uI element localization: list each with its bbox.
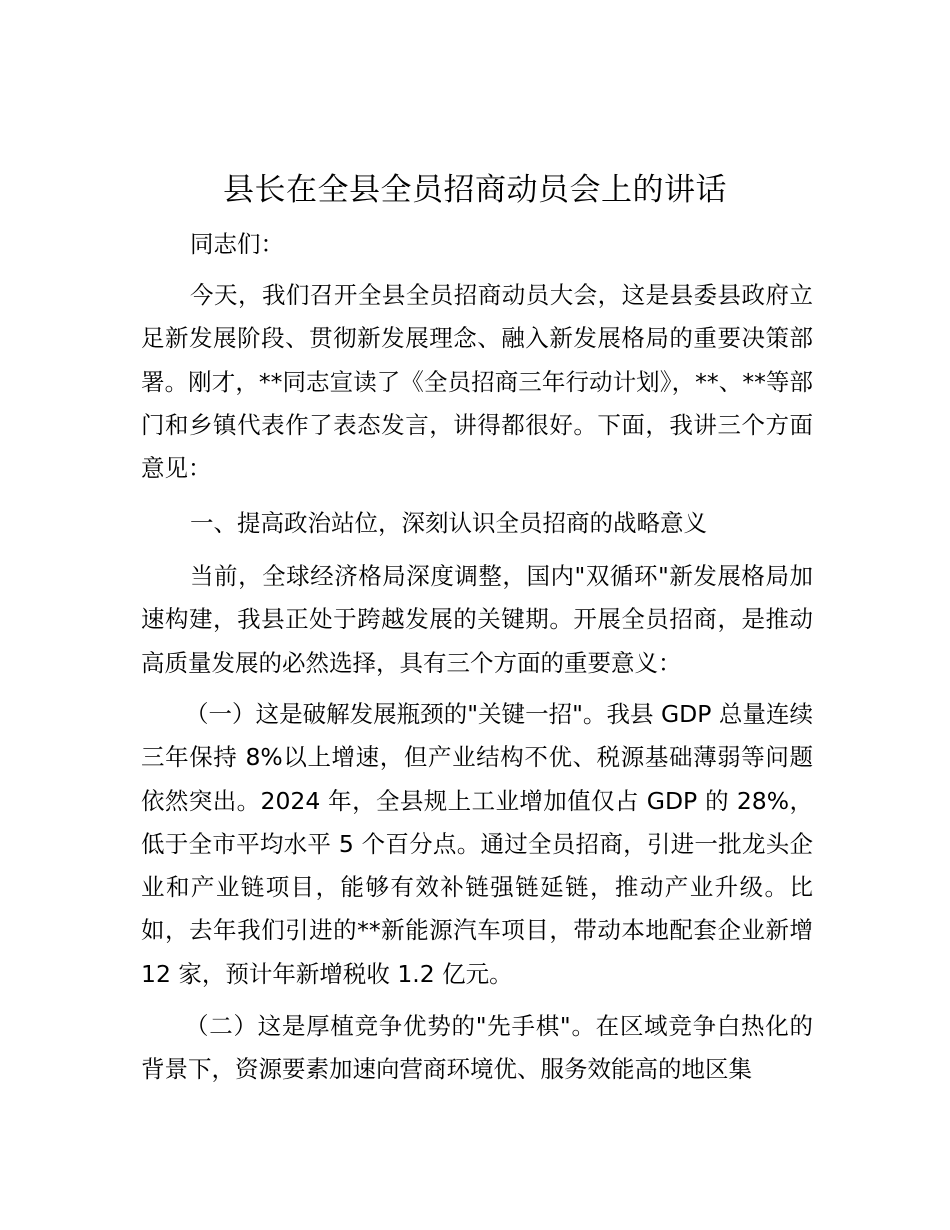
section-heading-1: 一、提高政治站位，深刻认识全员招商的战略意义 (190, 509, 707, 537)
greeting: 同志们： (190, 230, 284, 258)
paragraph-context: 当前，全球经济格局深度调整，国内"双循环"新发展格局加速构建，我县正处于跨越发展的关键期。开展全员招商，是推动高质量发展的必然选择，具有三个方面的重要意义： (141, 562, 813, 677)
speech-title: 县长在全县全员招商动员会上的讲话 (223, 172, 727, 208)
paragraph-opening: 今天，我们召开全县全员招商动员大会，这是县委县政府立足新发展阶段、贯彻新发展理念、融入新发展格局的重要决策部署。刚才，**同志宣读了《全员招商三年行动计划》，**、**等部门和乡镇代表作了表态发言，讲得都很好。下面，我讲三个方面意见： (141, 281, 813, 483)
paragraph-point-1: （一）这是破解发展瓶颈的"关键一招"。我县 GDP 总量连续三年保持 8%以上增速，但产业结构不优、税源基础薄弱等问题依然突出。2024 年，全县规上工业增加值仅占 GDP 的 28%，低于全市平均水平 5 个百分点。通过全员招商，引进一批龙头企业和产业链项目，能够有效补链强链延链，推动产业升级。比如，去年我们引进的**新能源汽车项目，带动本地配套企业新增 12 家，预计年新增税收 1.2 亿元。 (141, 700, 813, 988)
paragraph-point-2: （二）这是厚植竞争优势的"先手棋"。在区域竞争白热化的背景下，资源要素加速向营商环境优、服务效能高的地区集 (141, 1012, 813, 1084)
